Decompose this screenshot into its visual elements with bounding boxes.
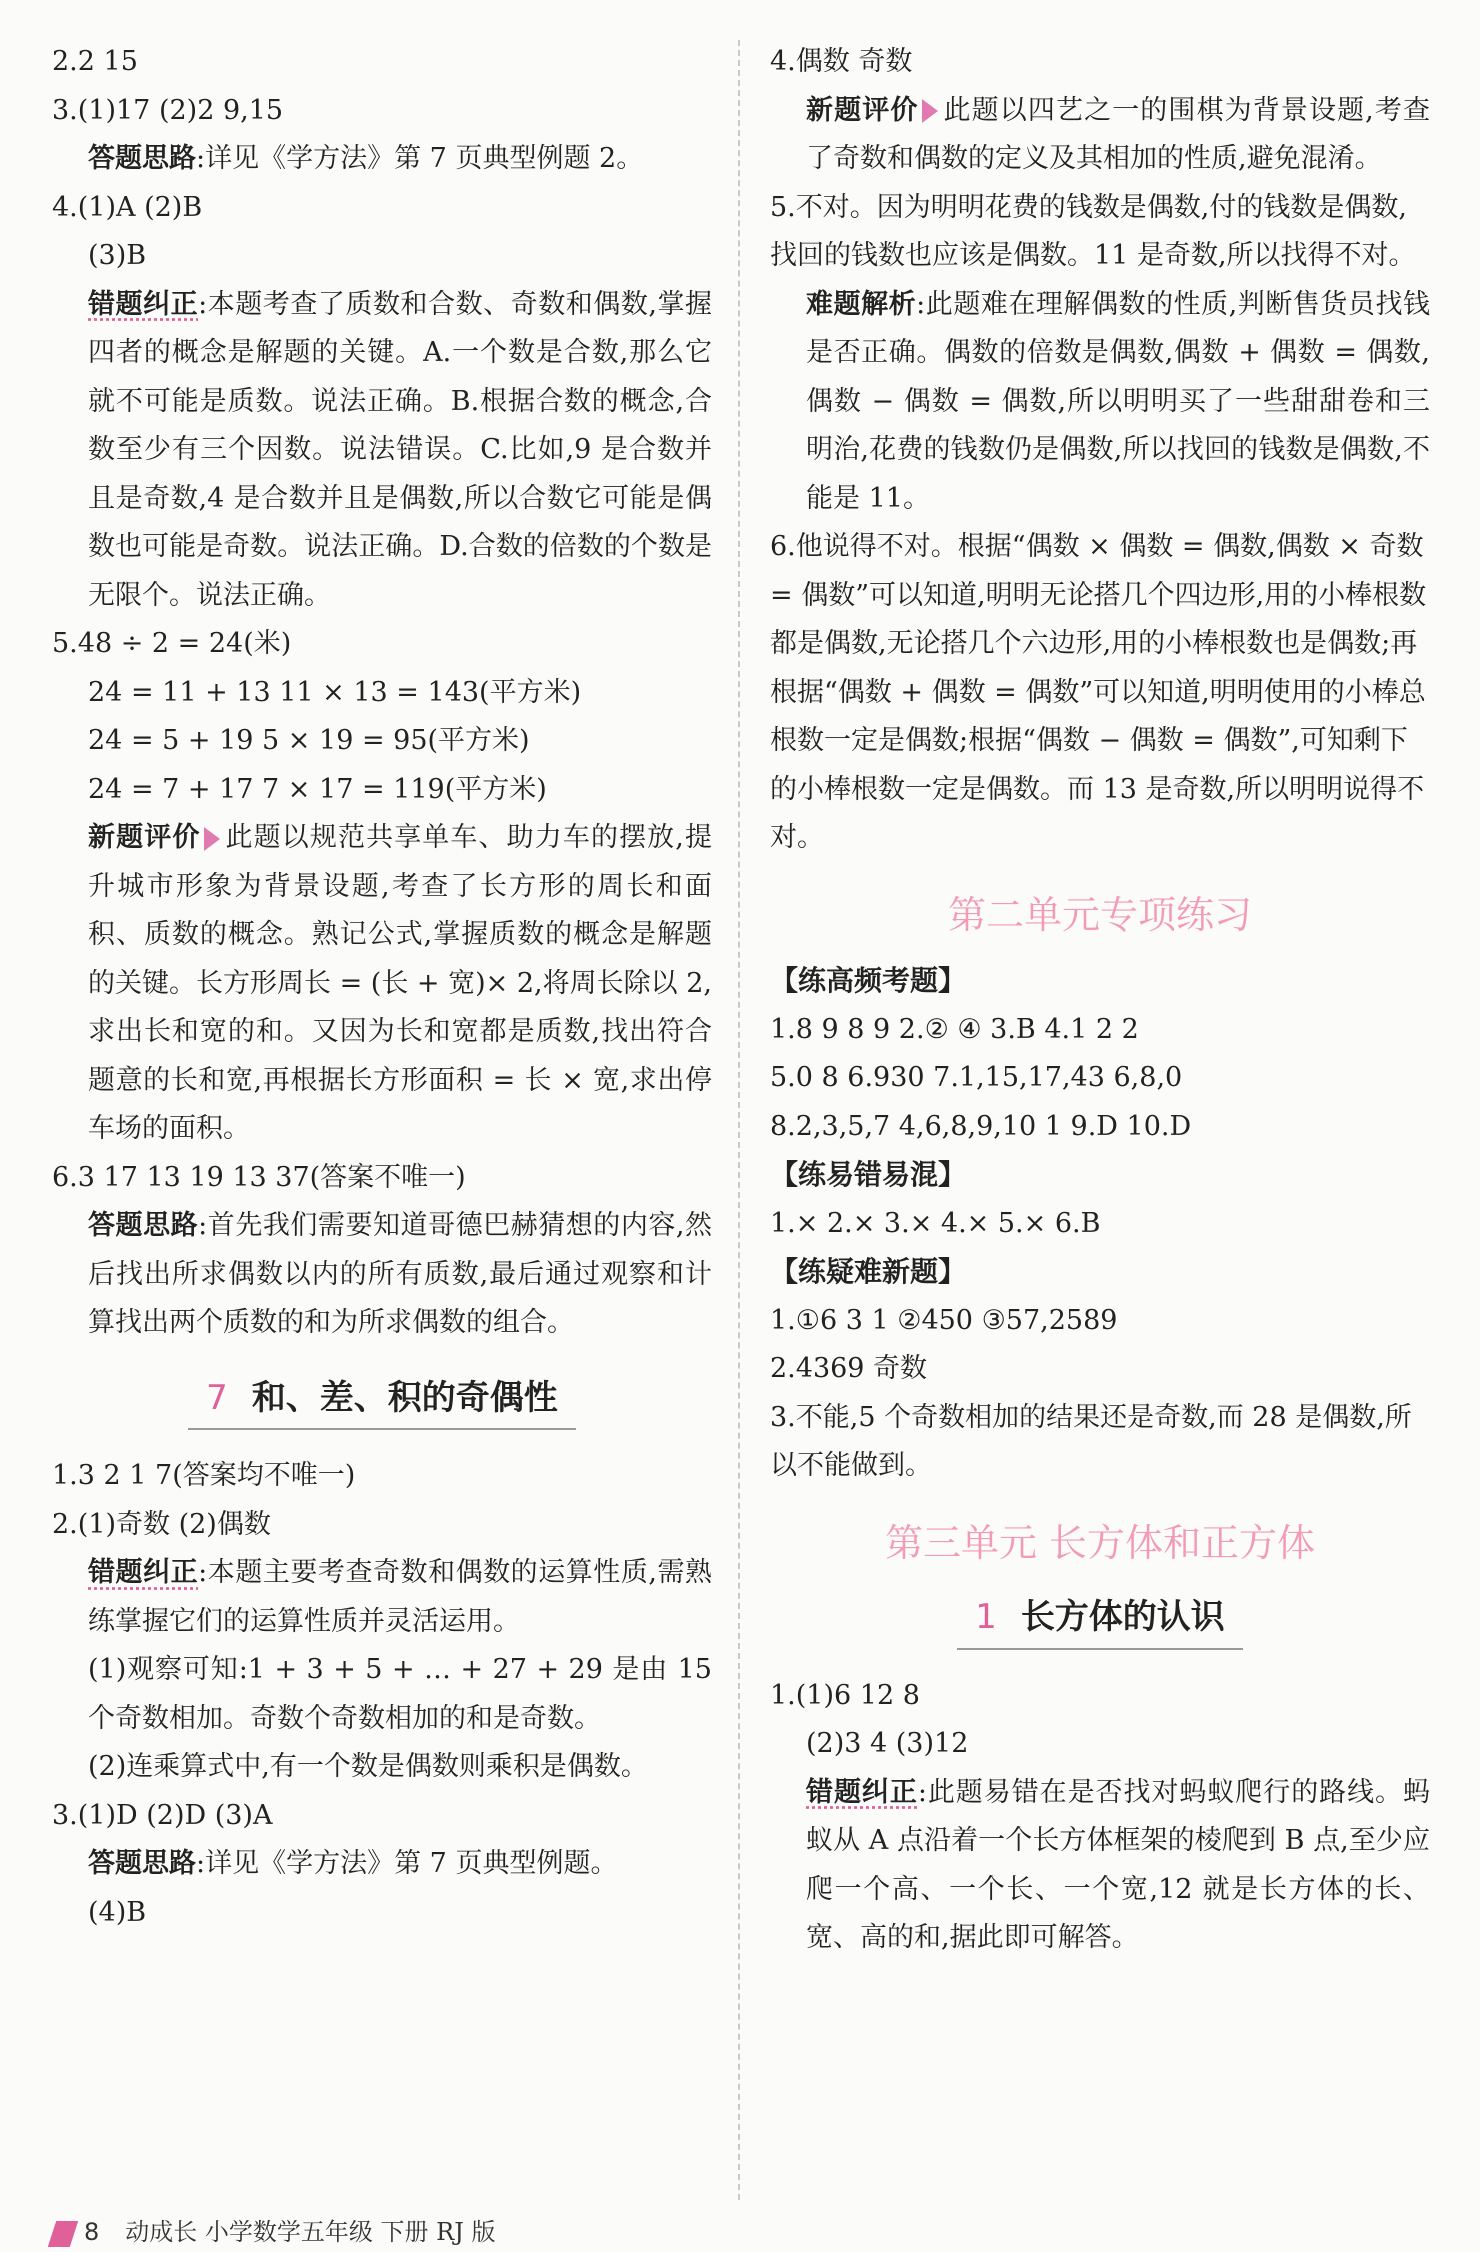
hint-text: :首先我们需要知道哥德巴赫猜想的内容,然后找出所求偶数以内的所有质数,最后通过观察和计算找出两个质数的和为所求偶数的组合。 [88,1210,713,1338]
page-number: 8 [84,2218,100,2246]
new-question-text: 此题以规范共享单车、助力车的摆放,提升城市形象为背景设题,考查了长方形的周长和面积、质数的概念。熟记公式,掌握质数的概念是解题的关键。长方形周长 = (长 + 宽)× 2,将周长除以 2,求出长和宽的和。又因为长和宽都是质数,找出符合题意的长和宽,再根据长方形面积 = 长 × 宽,求出停车场的面积。 [88,822,712,1144]
error-text: :此题易错在是否找对蚂蚁爬行的路线。蚂蚁从 A 点沿着一个长方体框架的棱爬到 B 点,至少应爬一个高、一个长、一个宽,12 就是长方体的长、宽、高的和,据此即可解答。 [806,1776,1431,1953]
error-correction-paragraph [88,281,712,621]
answer-line: 2.2 15 [52,46,138,77]
answer-line: 4.(1)A (2)B [52,191,203,223]
answer-line: (2)3 4 (3)12 [806,1728,969,1759]
error-detail: (2)连乘算式中,有一个数是偶数则乘积是偶数。 [88,1751,648,1782]
column-divider [738,40,740,2200]
section-heading [770,1593,1430,1650]
answer-line: (4)B [88,1896,147,1928]
right-column [770,38,1430,1963]
section-heading [52,1374,712,1431]
error-text: :本题主要考查奇数和偶数的运算性质,需熟练掌握它们的运算性质并灵活运用。 [88,1557,713,1637]
practice-category: 【练易错易混】 [770,1158,967,1191]
book-title: 动成长 小学数学五年级 下册 RJ 版 [125,2218,496,2246]
error-text: :本题考查了质数和合数、奇数和偶数,掌握四者的概念是解题的关键。A.一个数是合数,那么它就不可能是质数。说法正确。B.根据合数的概念,合数至少有三个因数。说法错误。C.比如,9 是合数并且是奇数,4 是合数并且是偶数,所以合数它可能是偶数也可能是奇数。说法正确。D.合数的倍数的个数是无限个。说法正确。 [88,288,713,611]
hint-tag: 答题思路 [88,1210,199,1241]
new-question-tag: 新题评价 [88,822,201,853]
practice-category: 【练高频考题】 [770,964,967,997]
error-correction-paragraph [806,1769,1430,1963]
hint-text: :详见《学方法》第 7 页典型例题 2。 [196,143,644,174]
hint-paragraph [88,1840,712,1889]
section-title: 长方体的认识 [1020,1597,1225,1637]
hard-text: :此题难在理解偶数的性质,判断售货员找钱是否正确。偶数的倍数是偶数,偶数 + 偶数 = 偶数,偶数 − 偶数 = 偶数,所以明明买了一些甜甜卷和三明治,花费的钱数仍是偶数,所以找回的钱数是偶数,不能是 11。 [806,288,1431,514]
hint-text: :详见《学方法》第 7 页典型例题。 [196,1848,618,1879]
answer-line: 8.2,3,5,7 4,6,8,9,10 1 9.D 10.D [770,1110,1192,1142]
answer-line: 1.× 2.× 3.× 4.× 5.× 6.B [770,1207,1101,1239]
hint-paragraph [88,1202,712,1348]
answer-line: 5.0 8 6.930 7.1,15,17,43 6,8,0 [770,1062,1183,1093]
hard-question-paragraph [806,281,1430,524]
new-question-tag: 新题评价 [806,94,919,126]
error-detail: (1)观察可知:1 + 3 + 5 + … + 27 + 29 是由 15 个奇数相加。奇数个奇数相加的和是奇数。 [88,1654,712,1734]
hard-tag: 难题解析 [806,288,917,320]
answer-line: 2.(1)奇数 (2)偶数 [52,1508,271,1540]
brand-logo-icon [48,2221,78,2247]
section-number: 1 [975,1597,997,1637]
answer-line: 6.3 17 13 19 13 37(答案不唯一) [52,1161,466,1193]
answer-line: 1.8 9 8 9 2.② ④ 3.B 4.1 2 2 [770,1013,1139,1045]
practice-category: 【练疑难新题】 [770,1255,967,1288]
hint-tag: 答题思路 [88,1848,196,1879]
error-tag: 错题纠正 [88,1557,199,1588]
answer-line: 2.4369 奇数 [770,1353,928,1384]
answer-paragraph: 6.他说得不对。根据“偶数 × 偶数 = 偶数,偶数 × 奇数 = 偶数”可以知道,明明无论搭几个四边形,用的小棒根数都是偶数,无论搭几个六边形,用的小棒根数也是偶数;再根据“偶数 + 偶数 = 偶数”可以知道,明明使用的小棒总根数一定是偶数;根据“偶数 − 偶数 = 偶数”,可知剩下的小棒根数一定是偶数。而 13 是奇数,所以明明说得不对。 [770,531,1427,853]
answer-line: 24 = 7 + 17 7 × 17 = 119(平方米) [88,773,547,805]
answer-line: 4.偶数 奇数 [770,46,913,77]
answer-line: 24 = 5 + 19 5 × 19 = 95(平方米) [88,725,530,756]
answer-line: 3.(1)17 (2)2 9,15 [52,94,284,126]
answer-paragraph: 5.不对。因为明明花费的钱数是偶数,付的钱数是偶数,找回的钱数也应该是偶数。11 是奇数,所以找得不对。 [770,191,1416,271]
error-tag: 错题纠正 [806,1776,918,1808]
left-column [52,38,712,1937]
answer-line: 24 = 11 + 13 11 × 13 = 143(平方米) [88,676,582,708]
arrow-icon [204,827,220,851]
hint-tag: 答题思路 [88,143,196,174]
page-footer [52,2212,496,2247]
unit-heading: 第三单元 长方体和正方体 [884,1520,1316,1565]
arrow-icon [922,99,938,123]
answer-line: 1.3 2 1 7(答案均不唯一) [52,1460,356,1491]
error-tag: 错题纠正 [88,288,199,320]
section-number: 7 [206,1377,228,1418]
answer-line: 1.①6 3 1 ②450 ③57,2589 [770,1304,1118,1336]
answer-line: (3)B [88,240,147,271]
answer-paragraph: 3.不能,5 个奇数相加的结果还是奇数,而 28 是偶数,所以不能做到。 [770,1401,1412,1481]
answer-line: 1.(1)6 12 8 [770,1679,920,1711]
unit-heading: 第二单元专项练习 [947,892,1252,937]
section-title: 和、差、积的奇偶性 [251,1377,558,1418]
new-question-paragraph [88,814,712,1154]
hint-paragraph [88,135,712,184]
error-correction-paragraph [88,1549,712,1646]
answer-line: 3.(1)D (2)D (3)A [52,1799,273,1831]
answer-line: 5.48 ÷ 2 = 24(米) [52,628,292,659]
new-question-paragraph [806,87,1430,184]
new-question-text: 此题以四艺之一的围棋为背景设题,考查了奇数和偶数的定义及其相加的性质,避免混淆。 [806,94,1430,174]
